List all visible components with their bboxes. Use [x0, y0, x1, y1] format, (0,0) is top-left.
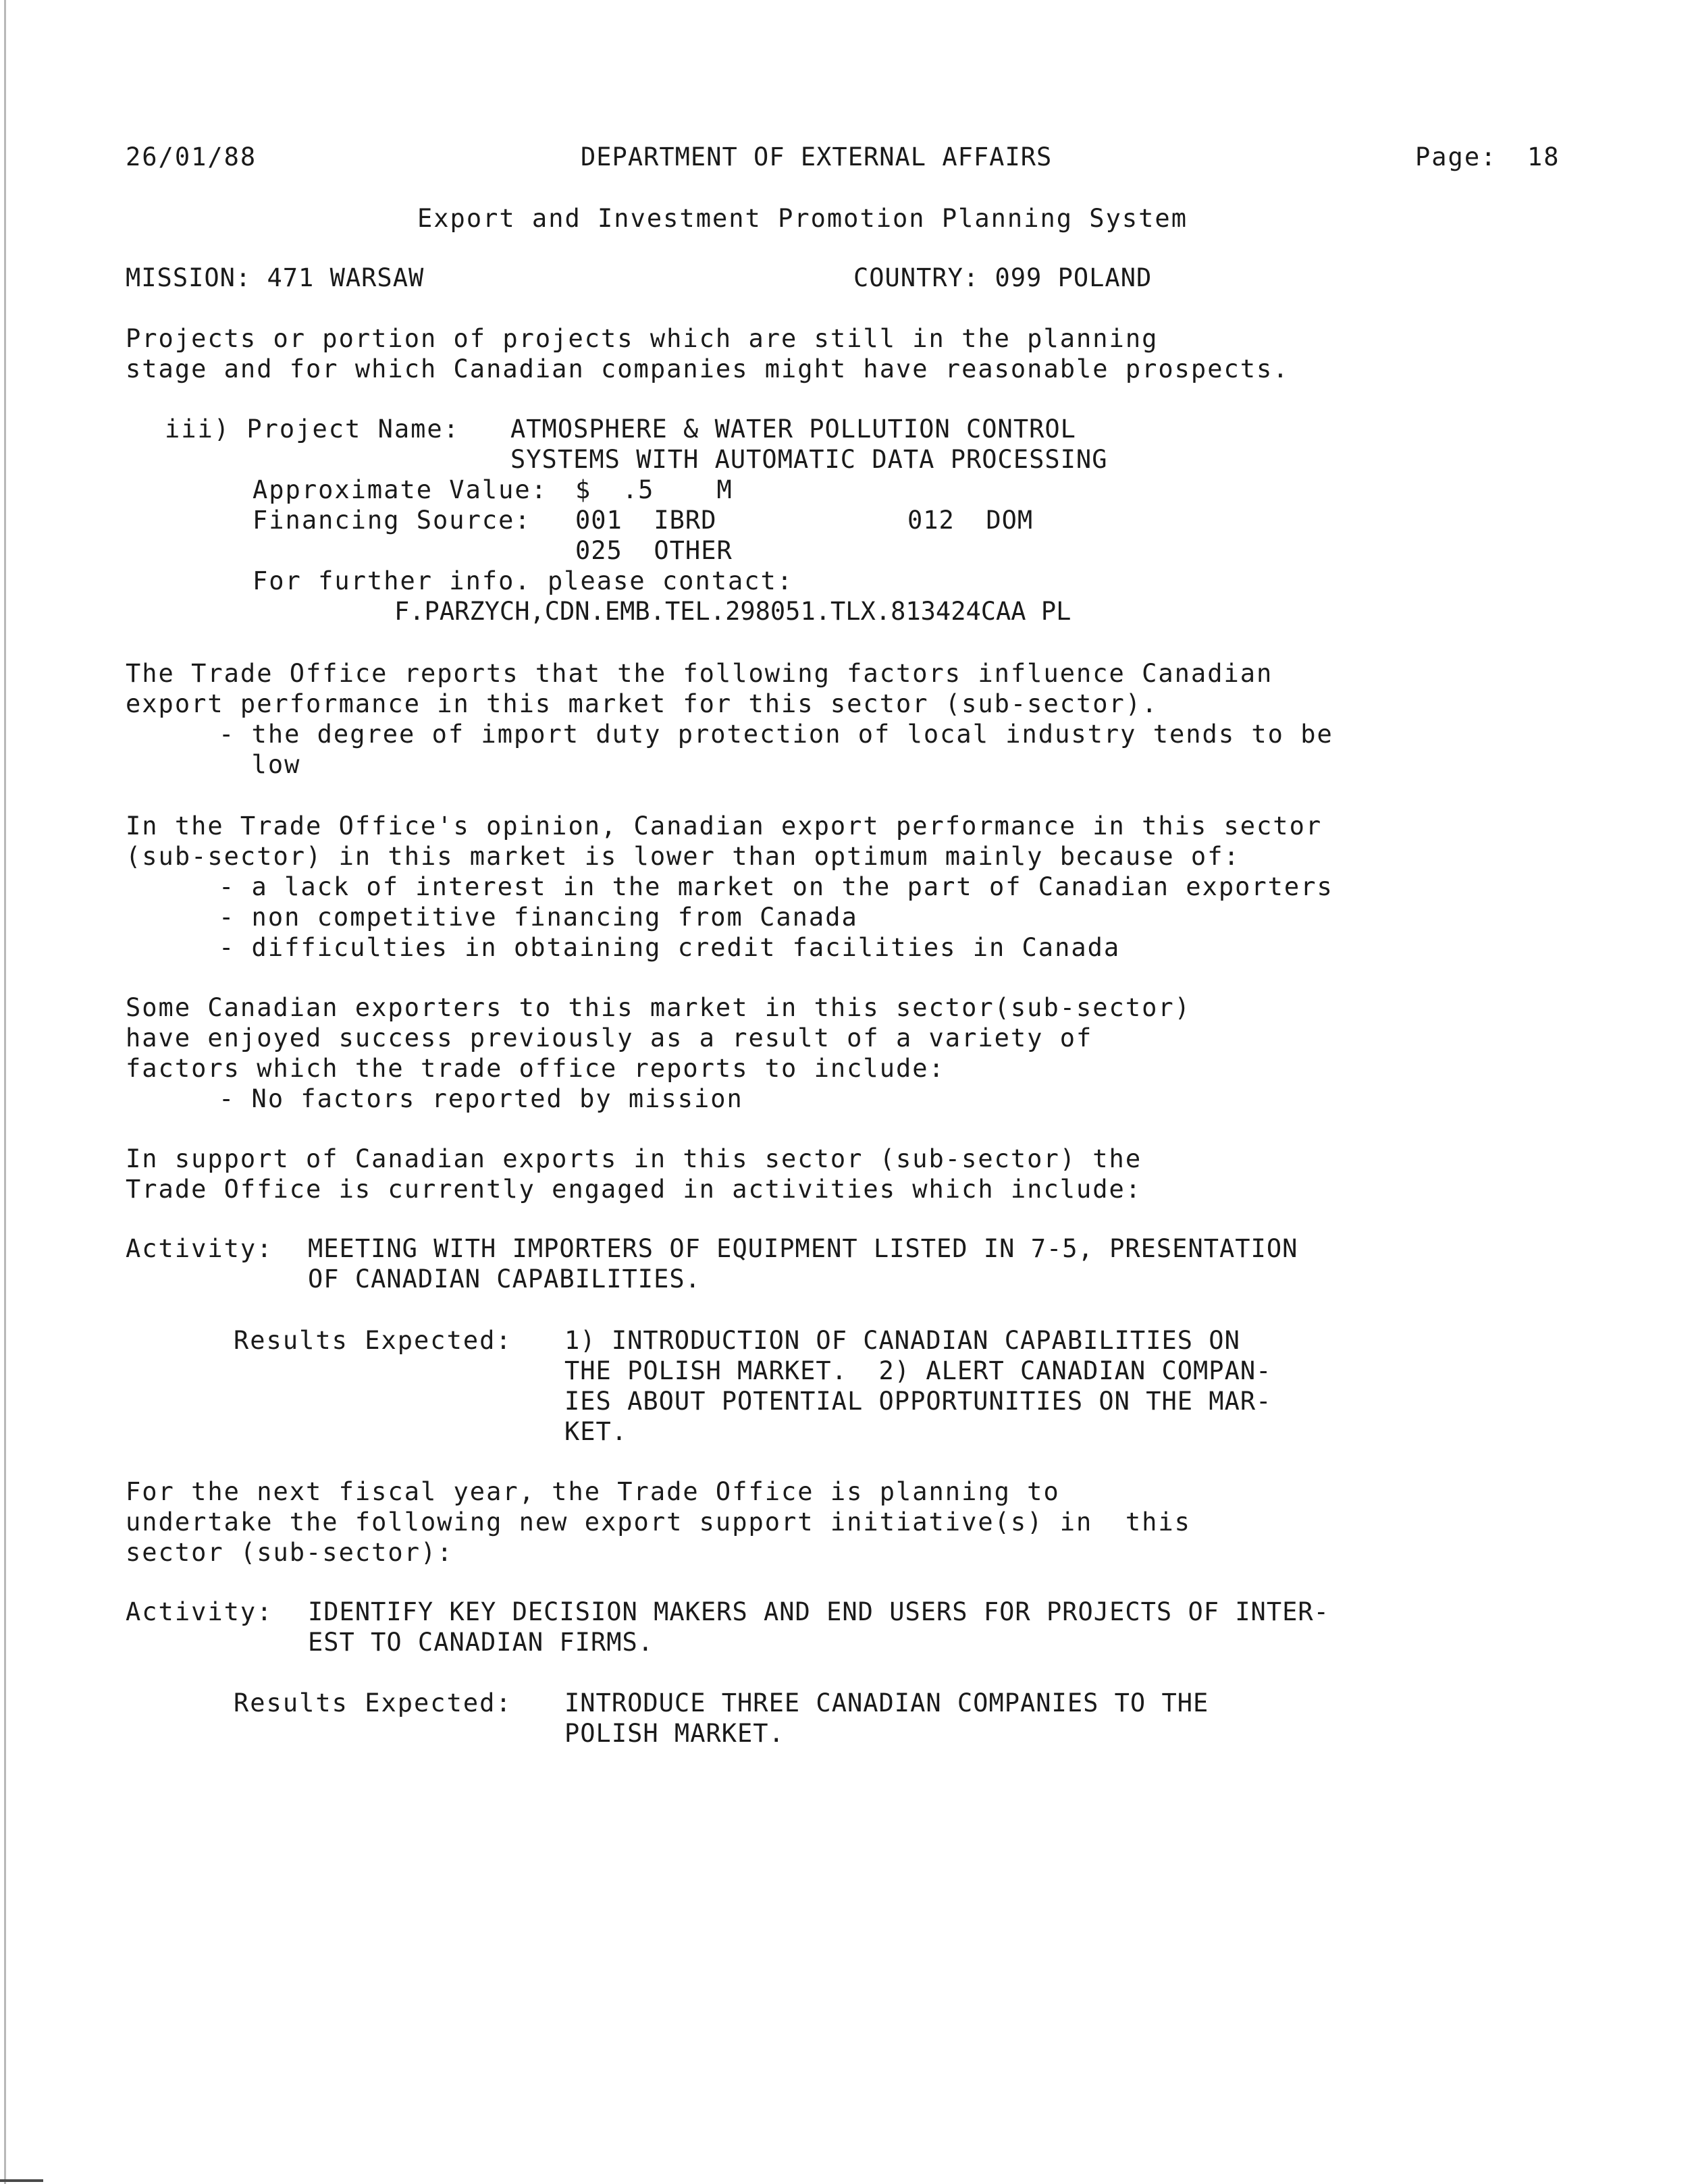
project-name-line2: SYSTEMS WITH AUTOMATIC DATA PROCESSING — [510, 445, 1108, 474]
approximate-value-label: Approximate Value: — [253, 475, 548, 504]
support-line2: Trade Office is currently engaged in activities which include: — [126, 1175, 1142, 1204]
project-name-label: iii) Project Name: — [165, 415, 460, 444]
mission-line: MISSION: 471 WARSAW — [126, 263, 425, 292]
support-line1: In support of Canadian exports in this sector (sub-sector) the — [126, 1144, 1142, 1173]
current-activity-line1: MEETING WITH IMPORTERS OF EQUIPMENT LISTED IN 7-5, PRESENTATION — [308, 1234, 1298, 1263]
contact-details: F.PARZYCH,CDN.EMB.TEL.298051.TLX.813424CAA PL — [394, 597, 1071, 626]
success-line1: Some Canadian exporters to this market in this sector(sub-sector) — [126, 993, 1191, 1022]
factors-line1: The Trade Office reports that the following factors influence Canadian — [126, 659, 1273, 688]
current-results-line3: IES ABOUT POTENTIAL OPPORTUNITIES ON THE MAR- — [564, 1387, 1272, 1416]
opinion-bullet2: - non competitive financing from Canada — [219, 903, 858, 932]
project-name-line1: ATMOSPHERE & WATER POLLUTION CONTROL — [510, 415, 1076, 444]
next-activity-line1: IDENTIFY KEY DECISION MAKERS AND END USERS FOR PROJECTS OF INTER- — [308, 1597, 1329, 1626]
next-results-label: Results Expected: — [234, 1688, 512, 1717]
projects-intro-line1: Projects or portion of projects which are still in the planning — [126, 324, 1159, 353]
opinion-bullet3: - difficulties in obtaining credit facilities in Canada — [219, 933, 1121, 962]
next-year-line3: sector (sub-sector): — [126, 1538, 454, 1567]
approximate-value: $ .5 M — [575, 475, 733, 504]
country-line: COUNTRY: 099 POLAND — [853, 263, 1153, 292]
next-activity-label: Activity: — [126, 1597, 273, 1626]
success-bullet1: - No factors reported by mission — [219, 1084, 743, 1113]
header-date: 26/01/88 — [126, 142, 257, 171]
projects-intro-line2: stage and for which Canadian companies might have reasonable prospects. — [126, 354, 1290, 383]
header-page-label: Page: — [1415, 142, 1498, 171]
next-activity-line2: EST TO CANADIAN FIRMS. — [308, 1628, 654, 1657]
financing-source-3: 025 OTHER — [575, 536, 733, 565]
header-page-number: 18 — [1527, 142, 1560, 171]
financing-source-label: Financing Source: — [253, 506, 531, 535]
next-results-line1: INTRODUCE THREE CANADIAN COMPANIES TO THE — [564, 1688, 1209, 1717]
current-activity-line2: OF CANADIAN CAPABILITIES. — [308, 1264, 701, 1294]
opinion-line2: (sub-sector) in this market is lower than optimum mainly because of: — [126, 842, 1240, 871]
financing-source-1: 001 IBRD — [575, 506, 717, 535]
header-department: DEPARTMENT OF EXTERNAL AFFAIRS — [581, 142, 1053, 171]
current-results-line2: THE POLISH MARKET. 2) ALERT CANADIAN COMPAN- — [564, 1356, 1272, 1385]
page-bottom-edge — [0, 2179, 43, 2182]
current-results-label: Results Expected: — [234, 1326, 512, 1355]
system-title: Export and Investment Promotion Planning System — [417, 204, 1188, 233]
success-line3: factors which the trade office reports to include: — [126, 1054, 945, 1083]
next-year-line2: undertake the following new export support initiative(s) in this — [126, 1508, 1191, 1537]
current-results-line4: KET. — [564, 1417, 628, 1446]
current-results-line1: 1) INTRODUCTION OF CANADIAN CAPABILITIES ON — [564, 1326, 1240, 1355]
contact-label: For further info. please contact: — [253, 566, 794, 595]
page-left-edge — [4, 0, 6, 2184]
factors-bullet1-line2: low — [219, 750, 301, 779]
financing-source-2: 012 DOM — [907, 506, 1034, 535]
success-line2: have enjoyed success previously as a result of a variety of — [126, 1023, 1093, 1053]
factors-line2: export performance in this market for this sector (sub-sector). — [126, 689, 1159, 718]
current-activity-label: Activity: — [126, 1234, 273, 1263]
opinion-line1: In the Trade Office's opinion, Canadian export performance in this sector — [126, 811, 1323, 841]
factors-bullet1-line1: - the degree of import duty protection of local industry tends to be — [219, 720, 1333, 749]
next-year-line1: For the next fiscal year, the Trade Office is planning to — [126, 1477, 1060, 1506]
opinion-bullet1: - a lack of interest in the market on the part of Canadian exporters — [219, 872, 1333, 901]
next-results-line2: POLISH MARKET. — [564, 1719, 785, 1748]
